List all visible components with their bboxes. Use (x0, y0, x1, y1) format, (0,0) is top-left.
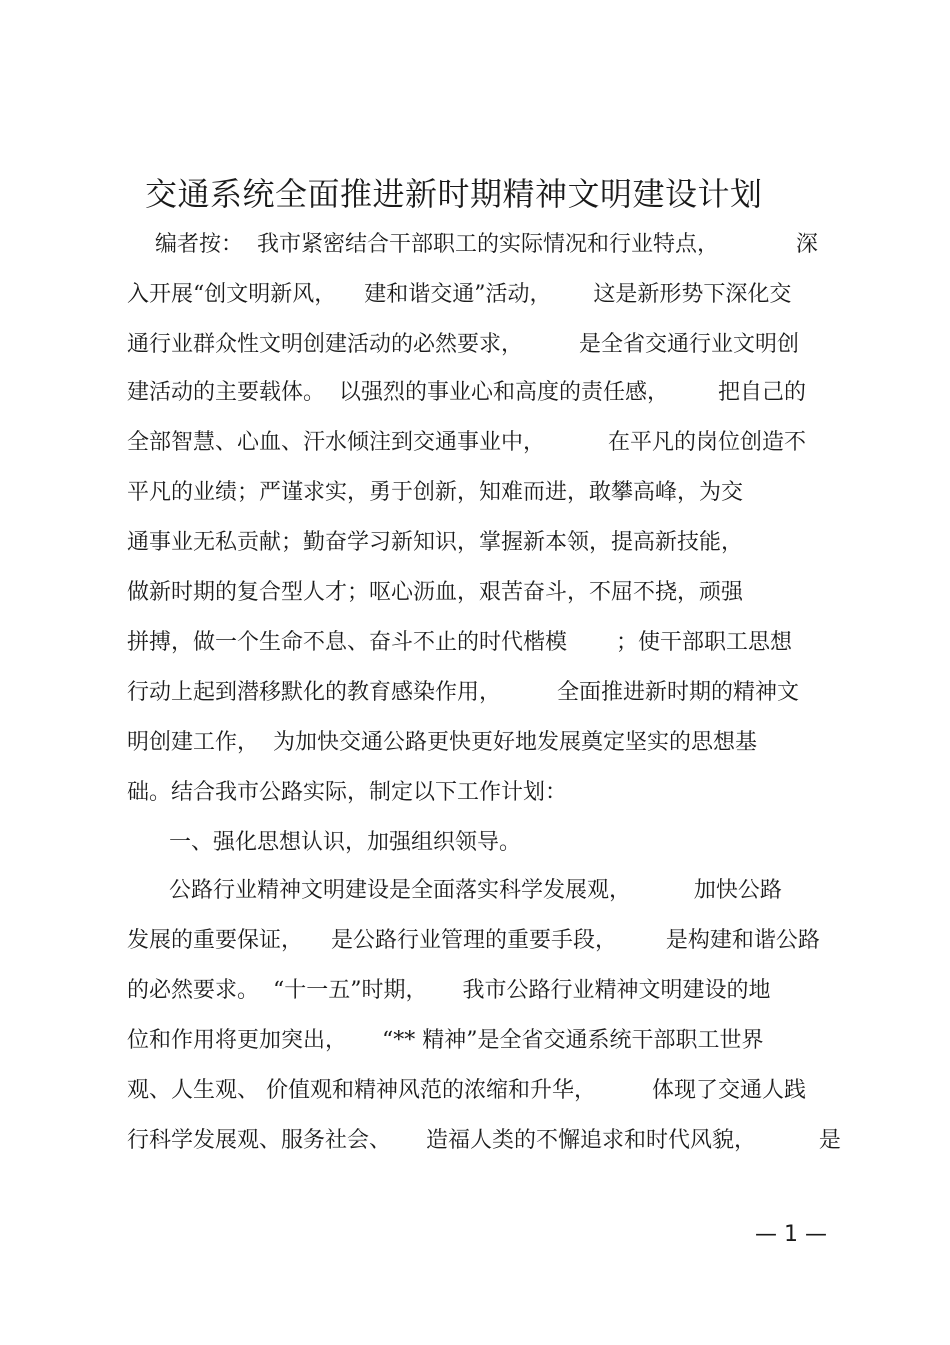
body-line: 发展的重要保证， 是公路行业管理的重要手段， 是构建和谐公路 (127, 928, 820, 953)
body-line: 公路行业精神文明建设是全面落实科学发展观， 加快公路 (127, 878, 782, 903)
body-line: 的必然要求。 “十一五”时期， 我市公路行业精神文明建设的地 (127, 978, 771, 1003)
body-line: 位和作用将更加突出， “** 精神”是全省交通系统干部职工世界 (127, 1028, 764, 1053)
body-line: 编者按： 我市紧密结合干部职工的实际情况和行业特点， 深 (127, 232, 818, 257)
page-number: — 1 — (755, 1222, 827, 1247)
body-line: 础。结合我市公路实际，制定以下工作计划： (127, 780, 568, 805)
body-line: 建活动的主要载体。 以强烈的事业心和高度的责任感， 把自己的 (127, 380, 806, 405)
body-line: 通行业群众性文明创建活动的必然要求， 是全省交通行业文明创 (127, 332, 799, 357)
body-line: 行科学发展观、服务社会、 造福人类的不懈追求和时代风貌， 是 (127, 1128, 841, 1153)
body-line: 明创建工作， 为加快交通公路更快更好地发展奠定坚实的思想基 (127, 730, 757, 755)
body-line: 观、人生观、 价值观和精神风范的浓缩和升华， 体现了交通人践 (127, 1078, 806, 1103)
body-line: 行动上起到潜移默化的教育感染作用， 全面推进新时期的精神文 (127, 680, 799, 705)
body-line: 通事业无私贡献；勤奋学习新知识，掌握新本领，提高新技能， (127, 530, 744, 555)
body-line: 做新时期的复合型人才；呕心沥血，艰苦奋斗，不屈不挠，顽强 (127, 580, 744, 605)
body-line: 拼搏，做一个生命不息、奋斗不止的时代楷模 ；使干部职工思想 (127, 630, 792, 655)
body-line: 平凡的业绩；严谨求实，勇于创新，知难而进，敢攀高峰，为交 (127, 480, 744, 505)
body-line: 入开展“创文明新风， 建和谐交通”活动， 这是新形势下深化交 (127, 282, 792, 307)
section-heading: 一、强化思想认识，加强组织领导。 (127, 830, 521, 855)
document-title: 交通系统全面推进新时期精神文明建设计划 (145, 175, 763, 213)
body-line: 全部智慧、心血、汗水倾注到交通事业中， 在平凡的岗位创造不 (127, 430, 806, 455)
